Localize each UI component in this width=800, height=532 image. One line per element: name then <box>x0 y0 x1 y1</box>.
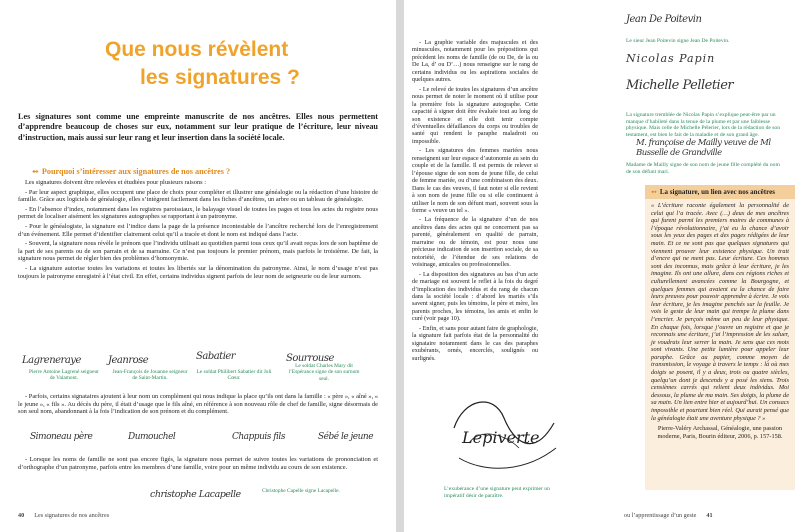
sidebar-box <box>645 185 795 490</box>
paragraph: - Lorsque les noms de famille ne sont pas encore figés, la signature nous permet de suivre toutes les variations de prononciation et d’orthographe d’un patronyme, parfois entre les membres d’une famille, voire pour un même individu au cours de son existence. <box>18 456 378 471</box>
paragraph: - Les signatures des femmes mariées nous renseignent sur leur espace d’autonomie au sein du couple et de la famille. Il est permis de relever si l’épouse signe de son nom de jeune fille, de celui de femme mariée, ou d’une combinaison des deux. Dans le cas des veuves, il faut noter si elle revient à son nom de jeune fille ou si elle continuent à utiliser le nom de son défunt mari, souvent sous la forme « veuve un tel ». <box>412 148 538 214</box>
body-text-b <box>18 393 378 418</box>
footer-right <box>624 512 723 519</box>
body-text-a <box>18 179 378 282</box>
signature-mary: Sourrouse <box>286 353 334 364</box>
box-body <box>645 199 795 443</box>
intro-paragraph: Les signatures sont comme une empreinte manuscrite de nos ancêtres. Elles nous permettent d’apprendre beaucoup de choses sur eux, notamment sur leur pratique de l’écriture, leur niveau d’instruction, mais aussi sur leur rang et leur insertion dans la société locale. <box>18 112 378 142</box>
signature-sabatier: Sabatier <box>196 351 236 362</box>
box-heading <box>645 185 795 199</box>
caption-mailly: Madame de Mailly signe de son nom de jeune fille complété du nom de son défunt mari. <box>626 162 780 175</box>
right-page <box>404 0 800 532</box>
caption-lagrene: Pierre Antoine Lagrené seigneur de Valamont. <box>29 369 99 382</box>
caption-papin: La signature tremblée de Nicolas Papin s’explique peut-être par un manque d’habileté dans la tenue de la plume et par une faiblesse physique. Mais celle de Michelle Pélerier, lors de la rédaction de son testament, est bien le fait de la maladie et de son grand âge. <box>626 112 781 138</box>
footer-left <box>18 512 109 519</box>
paragraph: - Souvent, la signature nous révèle le prénom que l’individu utilisait au quotidien parmi tous ceux qu’il avait reçus lors de son baptême de la part de ses parents ou de son parrain et de sa marraine. Ce n’est pas toujours le premier prénom, mais parfois le troisième. De fait, la signature nous permet de régler bien des problèmes d’homonymie. <box>18 240 378 263</box>
big-signature-text: Lepiverte <box>462 428 540 447</box>
paragraph: - Parfois, certains signataires ajoutent à leur nom un complément qui nous indique la place qu’ils ont dans la famille : « père », « aîné », « le jeune », « fils ». Au décès du père, il était d’usage que le fils aîné, en référence à son nouveau rôle de chef de famille, signe désormais de son seul nom, abandonnant à la fois l’indication de son prénom et du complément. <box>18 393 378 416</box>
box-quote: « L’écriture raconte également la personnalité de celui qui l’a tracée. Avec (…) deux de mes ancêtres qui furent parmi les premiers maires de communes à l’époque révolutionnaire, j’ai eu la chance d’avoir sous les yeux des pages et des pages rédigées de leur main. Et ce ne sont pas que quelques signatures qui viennent prouver leur existence physique. Un trait d’encre qui ne ment pas. Leur écriture. Ces hommes sont des inconnus, mais grâce à leur écriture, je les imagine. Ils ont une allure, dans ces régions riches et culturellement avancées comme la Bourgogne, et quelques femmes qui avaient eu la chance de faire leurs preuves pour pouvoir apprendre à écrire. Je vois leur écriture, je les imagine penchés sur la feuille. Je vois le geste de leur main qui trempe la plume dans l’encrier. Je perçois même un peu de leur physique. En chaque fois, lorsque j’ouvre un registre et que je reconnais une écriture, j’ai l’impression de les saluer, je voudrais leur serrer la main. Je sens que ces mots sont vivants. Une petite lumière pour appeler leur paraphe. Grâce au papier, comme moyen de transmission, le voyage à travers le temps : là où mes doigts se posent, il y a deux, trois ou quatre siècles, quelqu’un dont je descends y a posé les siens. Trois censièmes carrés qui relient deux individus. Moi dessous, la plume de ma main. Ses doigts, la plume de sa main. Un lien entre hier et aujourd’hui. Un consacs impossible et pourtant bien réel. Qui aurait pensé que la généalogie était une aventure physique ? » <box>651 202 789 422</box>
caption-sabatier: Le soldat Philibert Sabatier dit Joli Cœur. <box>196 369 272 382</box>
signature-dumouchel: Dumouchel <box>128 432 176 442</box>
body-text-c <box>18 456 378 473</box>
signature-simoneau: Simoneau père <box>30 432 93 442</box>
caption-big-signature: L’exubérance d’une signature peut exprimer un impératif désir de paraître. <box>444 486 550 499</box>
box-reference: Pierre-Valéry Archassal, Généalogie, une passion moderne, Paris, Bourin éditeur, 2006, p. 157-158. <box>657 425 783 440</box>
running-footer: ou l’apprentissage d’un geste <box>624 512 697 519</box>
paragraph: - La fréquence de la signature d’un de nos ancêtres dans des actes qui ne concernent pas sa parenté, généralement en qualité de parrain, marraine ou de témoin, est pour nous une précieuse indication de son insertion sociale, de sa notoriété, de l’étendue de ses relations de voisinage, amicales ou professionnelles. <box>412 217 538 269</box>
paragraph: - Enfin, et sans pour autant faire de graphologie, la signature fait parfois état de la personnalité du signataire notamment dans le cas des paraphes exubérants, ornés, encerclés, soulignés ou surlignés. <box>412 325 538 362</box>
paragraph: - Pour le généalogiste, la signature est l’indice dans la page de la présence incontestable de l’ancêtre recherché lors de l’enregistrement d’un événement. Elle permet d’identifier clairement celui qu’il a tracée et dont le nom est indiqué dans l’acte. <box>18 222 378 238</box>
right-column-text <box>412 40 538 365</box>
signature-chappuis: Chappuis fils <box>232 432 285 442</box>
paragraph: - La graphie variable des majuscules et des minuscules, notamment pour les prépositions qui précèdent les noms de famille (de ou De, de la ou De La, d’ ou D’…) nous renseigne sur le rang de certains individus ou les aspirations sociales de quelques autres. <box>412 40 538 84</box>
paragraph: - Le relevé de toutes les signatures d’un ancêtre nous permet de noter le moment où il utilise pour la première fois la signature autographe. Cette capacité à signer doit être évaluée tout au long de son existence et elle doit tenir compte d’éventuelles défaillances du corps ou troubles de santé qui rendent le paraphe maladroit ou impossible. <box>412 86 538 145</box>
page-number: 41 <box>706 512 713 519</box>
paragraph: - La signature autorise toutes les variations et toutes les libertés sur la dénomination du patronyme. Ainsi, le nom d’usage n’est pas toujours le patronyme enregistré à l’état civil. En effet, certains individus signent parfois de leur nom de seigneurie ou de leur surnom. <box>18 264 378 280</box>
big-signature-flourish <box>444 388 564 483</box>
signature-sebe: Sébé le jeune <box>318 432 374 442</box>
page-number: 40 <box>18 512 25 519</box>
arrow-icon: ➻ <box>651 188 657 196</box>
caption-capelle: Christophe Capelle signe Lacapelle. <box>262 488 340 494</box>
caption-mary: Le soldat Charles Mary dit l’Espérance signe de son surnom seul. <box>288 363 360 382</box>
signature-papin: Nicolas Papin <box>626 52 716 65</box>
signature-poitevin: Jean De Poitevin <box>626 14 702 25</box>
signature-pelletier: Michelle Pelletier <box>626 78 734 93</box>
paragraph: - En l’absence d’index, notamment dans les registres paroissiaux, le balayage visuel de toutes les pages et tous les actes du registre nous permet de localiser aisément les signatures autographes se rapportant à un patronyme. <box>18 205 378 221</box>
section-heading <box>32 166 230 176</box>
caption-jouanne: Jean-François de Jouanne seigneur de Saint-Martin. <box>112 369 188 382</box>
paragraph: - Par leur aspect graphique, elles occupent une place de choix pour compléter et illustrer une généalogie ou la rédaction d’une histoire de famille. Grâce aux logiciels de généalogie, elles s’intègrent facilement dans les fiches d’ancêtres, un arbre ou un tableau de généalogie. <box>18 188 378 204</box>
running-footer: Les signatures de nos ancêtres <box>34 512 110 519</box>
caption-poitevin: Le sieur Jean Poitevin signe Jean De Poitevin. <box>626 38 730 44</box>
arrow-icon: ➻ <box>32 167 39 176</box>
page-title-line2: les signatures ? <box>140 66 300 89</box>
signature-mailly: M. françoise de Mailly veuve de Ml Busselle de Grandville <box>636 138 771 158</box>
signature-jouanne: Jeanrose <box>108 355 149 366</box>
signature-lagrene: Lagreneraye <box>22 355 81 366</box>
left-page <box>0 0 396 532</box>
box-heading-text: La signature, un lien avec nos ancêtres <box>659 188 775 196</box>
paragraph: - La disposition des signatures au bas d’un acte de mariage est souvent le reflet à la fois du degré d’implication des individus et du rang de chacun dans la société locale : d’abord les mariés s’ils savent signer, puis les témoins, le père et mère, les parents proches, les témoins, les amis et enfin le curé (voir page 10). <box>412 271 538 323</box>
signature-lacapelle: christophe Lacapelle <box>150 489 241 500</box>
page-title-line1: Que nous révèlent <box>105 38 289 61</box>
paragraph: Les signatures doivent être relevées et étudiées pour plusieurs raisons : <box>25 179 207 186</box>
section-heading-text: Pourquoi s’intéresser aux signatures de nos ancêtres ? <box>41 167 231 176</box>
